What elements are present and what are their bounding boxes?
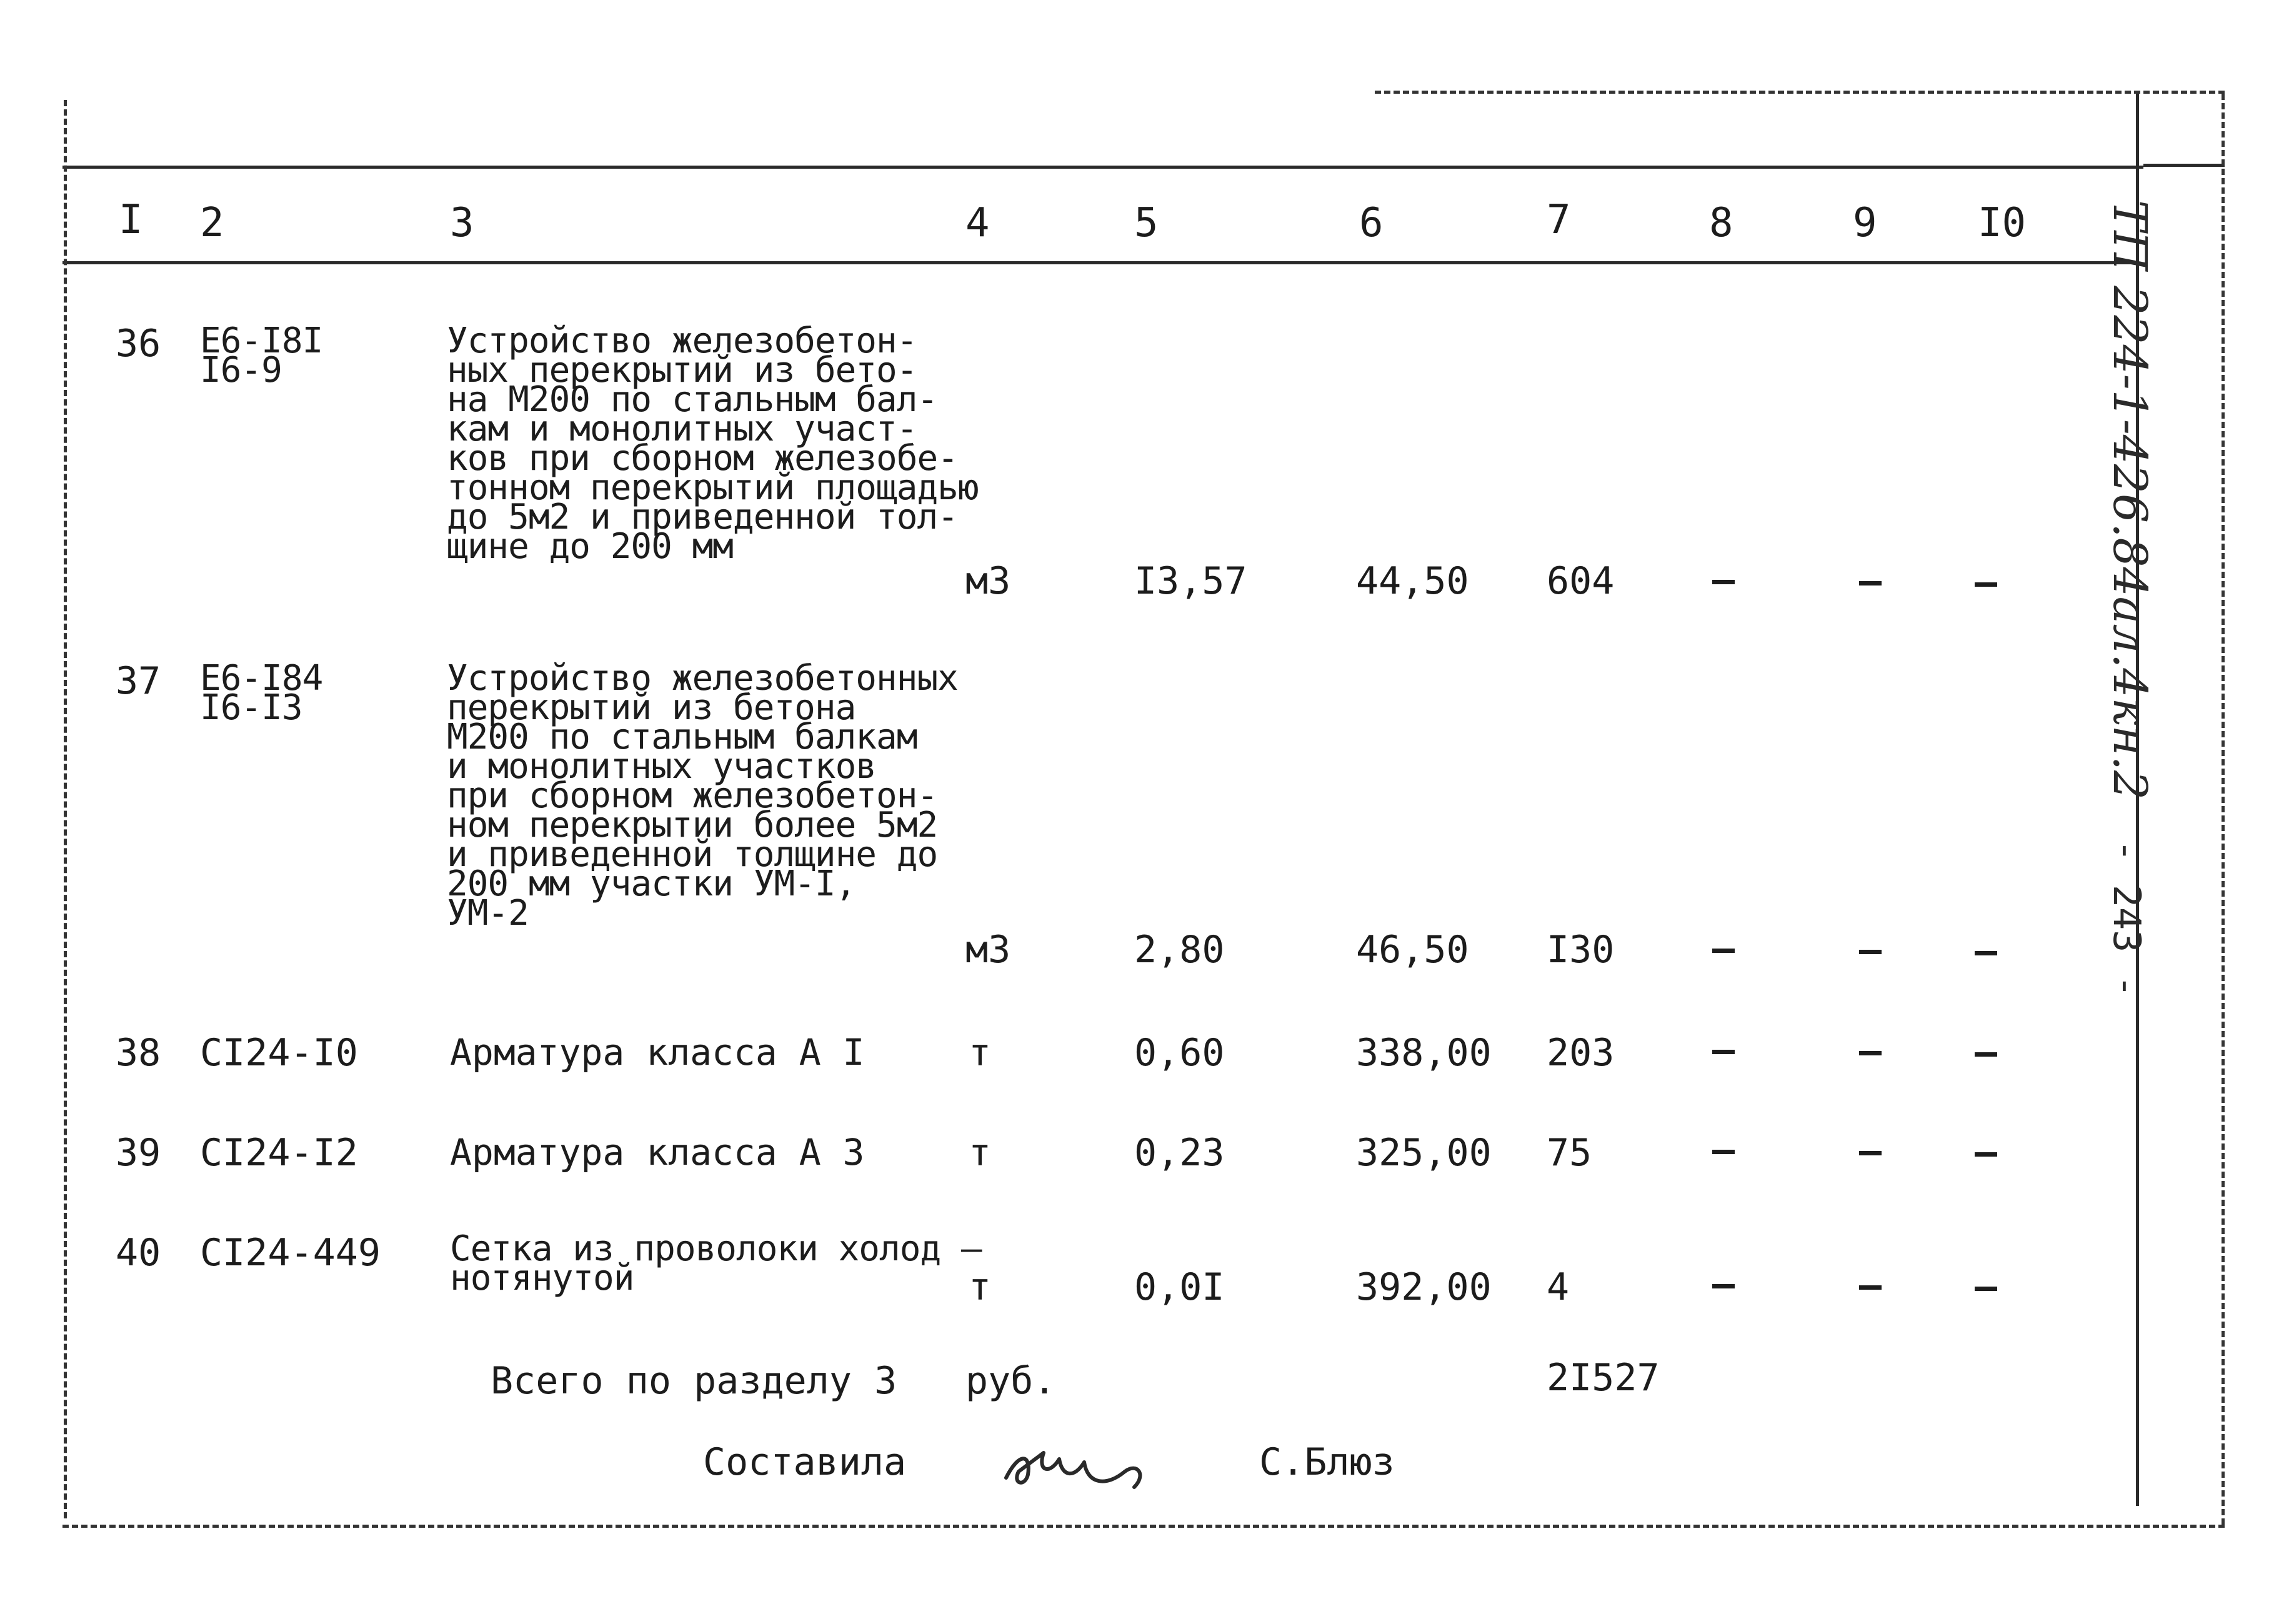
row-code: СI24-I2	[200, 1131, 358, 1175]
row-col9-dash	[1859, 1285, 1882, 1290]
top-border	[1375, 91, 2225, 94]
row-total: 75	[1547, 1131, 1592, 1175]
row-unit: т	[969, 1265, 992, 1309]
summary-unit: руб.	[965, 1359, 1056, 1403]
row-unit-price: 338,00	[1356, 1031, 1492, 1075]
summary-label: Всего по разделу 3	[491, 1359, 897, 1403]
col-header-10: I0	[1978, 200, 2027, 246]
page-number: - 243 -	[2105, 839, 2148, 998]
row-col10-dash	[1975, 1287, 1997, 1291]
summary-total: 2I527	[1547, 1356, 1660, 1400]
row-unit: м3	[965, 928, 1011, 972]
row-unit-price: 325,00	[1356, 1131, 1492, 1175]
row-quantity: 0,60	[1134, 1031, 1225, 1075]
row-col10-dash	[1975, 951, 1997, 955]
row-col8-dash	[1712, 1150, 1735, 1154]
row-description: Арматура класса А I	[450, 1031, 865, 1074]
col-header-4: 4	[965, 200, 990, 246]
row-code: Е6-I84	[200, 658, 323, 699]
table-top-rule	[62, 166, 2143, 169]
left-border	[64, 100, 67, 1518]
row-col8-dash	[1712, 1284, 1735, 1288]
side-document-code	[2092, 200, 2167, 998]
row-unit: м3	[965, 559, 1011, 603]
row-unit: т	[969, 1031, 992, 1075]
col-header-3: 3	[450, 200, 474, 246]
col-header-5: 5	[1134, 200, 1159, 246]
row-quantity: 0,23	[1134, 1131, 1225, 1175]
col-header-7: 7	[1547, 197, 1571, 243]
row-col8-dash	[1712, 580, 1735, 584]
row-code: СI24-449	[200, 1231, 381, 1275]
col-header-2: 2	[200, 200, 224, 246]
row-col9-dash	[1859, 950, 1882, 954]
compiled-label: Составила	[703, 1440, 907, 1484]
row-number: 36	[116, 322, 161, 366]
row-number: 38	[116, 1031, 161, 1075]
row-description: Арматура класса А 3	[450, 1131, 865, 1173]
row-col10-dash	[1975, 1052, 1997, 1057]
row-unit-price: 392,00	[1356, 1265, 1492, 1309]
signature-mark	[1000, 1428, 1162, 1497]
row-code: СI24-I0	[200, 1031, 358, 1075]
col-header-6: 6	[1359, 200, 1384, 246]
row-total: 203	[1547, 1031, 1615, 1075]
table-top-rule-right	[2143, 164, 2225, 167]
row-quantity: 0,0I	[1134, 1265, 1225, 1309]
row-total: I30	[1547, 928, 1615, 972]
row-unit-price: 44,50	[1356, 559, 1469, 603]
row-col10-dash	[1975, 1152, 1997, 1157]
document-code: ТП 224-1-426.84ал.4кн.2	[2103, 200, 2157, 800]
row-quantity: I3,57	[1134, 559, 1247, 603]
row-code: I6-I3	[200, 687, 302, 728]
row-code: I6-9	[200, 350, 282, 391]
row-col8-dash	[1712, 949, 1735, 953]
row-col9-dash	[1859, 581, 1882, 585]
row-number: 39	[116, 1131, 161, 1175]
row-total: 604	[1547, 559, 1615, 603]
row-unit: т	[969, 1131, 992, 1175]
row-quantity: 2,80	[1134, 928, 1225, 972]
row-total: 4	[1547, 1265, 1570, 1309]
row-number: 40	[116, 1231, 161, 1275]
right-border	[2222, 94, 2225, 1525]
row-col10-dash	[1975, 582, 1997, 587]
col-header-9: 9	[1853, 200, 1877, 246]
col-header-8: 8	[1709, 200, 1733, 246]
row-col9-dash	[1859, 1051, 1882, 1055]
col-header-1: I	[119, 197, 143, 243]
compiler-name: С.Блюз	[1259, 1440, 1395, 1484]
row-number: 37	[116, 659, 161, 703]
header-bottom-rule	[62, 261, 2136, 264]
row-code: Е6-I8I	[200, 321, 323, 361]
bottom-border	[62, 1525, 2225, 1528]
row-unit-price: 46,50	[1356, 928, 1469, 972]
row-col9-dash	[1859, 1151, 1882, 1155]
row-col8-dash	[1712, 1050, 1735, 1054]
